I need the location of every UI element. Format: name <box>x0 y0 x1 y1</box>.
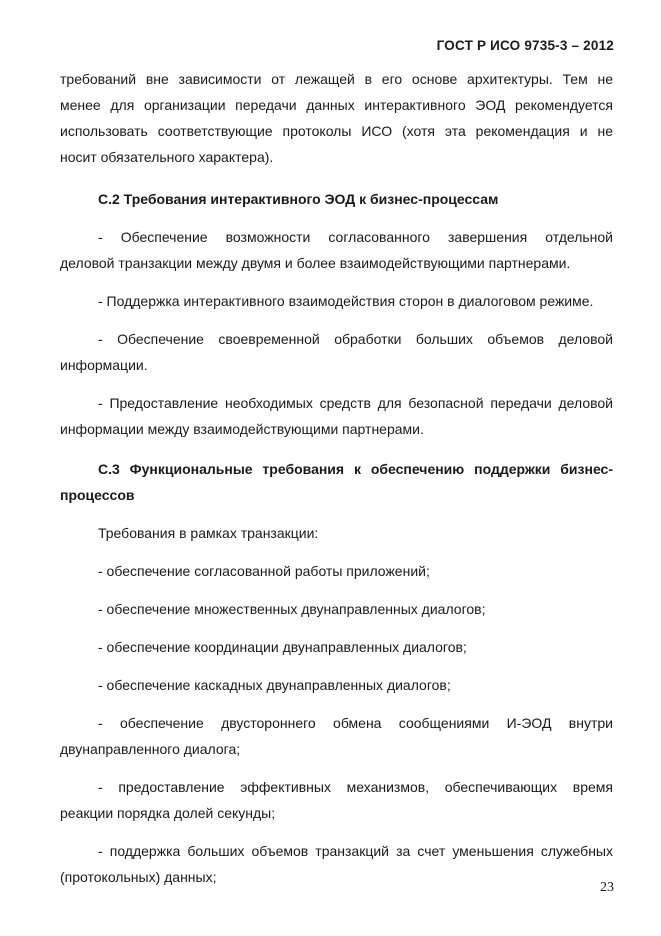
text-line: - Обеспечение возможности согласованного завершения отдельной <box>98 229 613 245</box>
text-line: - предоставление эффективных механизмов, обеспечивающих время <box>98 779 613 795</box>
text-line: - обеспечение двустороннего обмена сообщениями И-ЭОД внутри <box>98 715 613 731</box>
text-line: - обеспечение множественных двунаправленных диалогов; <box>98 601 486 617</box>
list-item <box>60 288 613 314</box>
list-item <box>60 558 613 584</box>
text-line: - Предоставление необходимых средств для безопасной передачи деловой <box>98 395 613 411</box>
list-item <box>60 672 613 698</box>
section-heading-c3: С.3 Функциональные требования к обеспечению поддержки бизнес- <box>98 461 613 477</box>
list-item <box>60 838 613 890</box>
text-line: - Обеспечение своевременной обработки больших объемов деловой <box>98 331 613 347</box>
text-line: (протокольных) данных; <box>60 869 217 885</box>
section-heading-c2: С.2 Требования интерактивного ЭОД к бизнес-процессам <box>98 191 499 207</box>
list-item <box>60 596 613 622</box>
text-line: требований вне зависимости от лежащей в его основе архитектуры. Тем не <box>60 71 613 87</box>
text-line: - поддержка больших объемов транзакций за счет уменьшения служебных <box>98 843 613 859</box>
text-line: - обеспечение каскадных двунаправленных диалогов; <box>98 677 451 693</box>
text-line: реакции порядка долей секунды; <box>60 805 276 821</box>
text-line: - обеспечение координации двунаправленных диалогов; <box>98 639 467 655</box>
intro-paragraph <box>60 66 613 170</box>
list-item <box>60 326 613 378</box>
text-line: информации между взаимодействующими партнерами. <box>60 421 424 437</box>
text-line: двунаправленного диалога; <box>60 741 241 757</box>
document-header: ГОСТ Р ИСО 9735-3 – 2012 <box>436 38 614 53</box>
section-heading-c3-cont: процессов <box>60 487 135 503</box>
list-item <box>60 774 613 826</box>
page-number: 23 <box>600 880 614 895</box>
list-item <box>60 634 613 660</box>
text-line: менее для организации передачи данных интерактивного ЭОД рекомендуется <box>60 97 613 113</box>
text-line: - Поддержка интерактивного взаимодействия сторон в диалоговом режиме. <box>98 293 594 309</box>
page-content <box>60 66 613 890</box>
list-item <box>60 710 613 762</box>
list-item <box>60 224 613 276</box>
text-line: - обеспечение согласованной работы приложений; <box>98 563 430 579</box>
requirements-intro: Требования в рамках транзакции: <box>98 525 319 541</box>
text-line: использовать соответствующие протоколы ИСО (хотя эта рекомендация и не <box>60 123 613 139</box>
text-line: деловой транзакции между двумя и более взаимодействующими партнерами. <box>60 255 571 271</box>
text-line: носит обязательного характера). <box>60 149 274 165</box>
list-item <box>60 390 613 442</box>
text-line: информации. <box>60 357 148 373</box>
